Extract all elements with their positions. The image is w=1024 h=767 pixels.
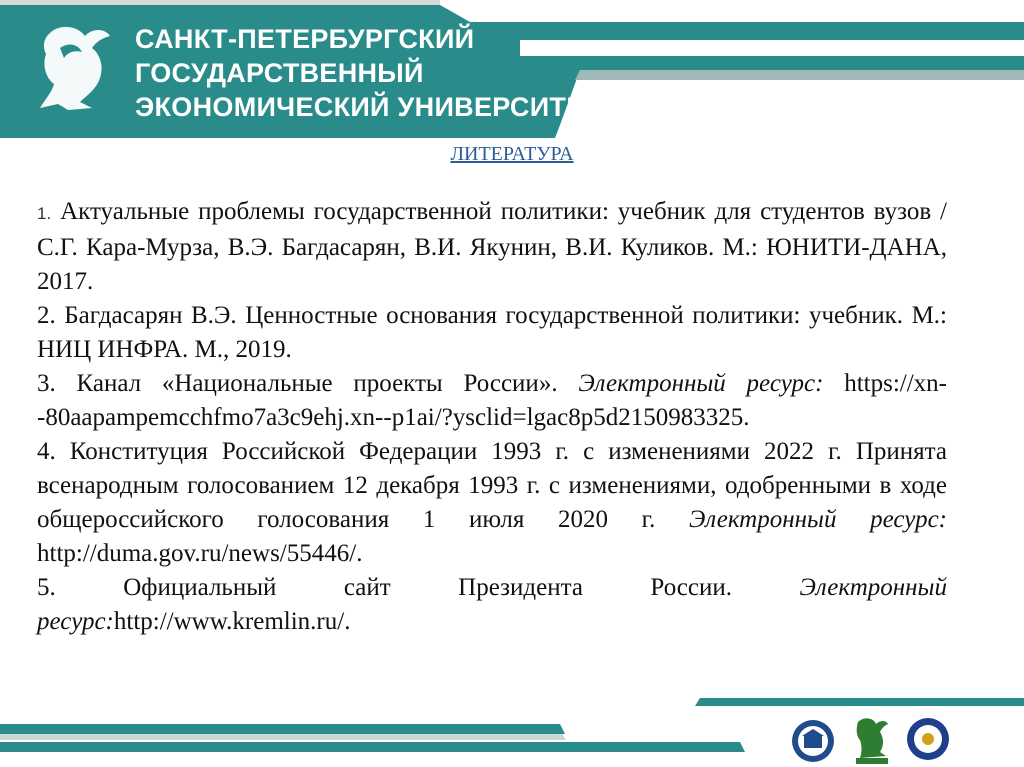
reference-number: 5. <box>37 574 56 601</box>
university-name-line3: ЭКОНОМИЧЕСКИЙ УНИВЕРСИТЕТ <box>135 92 602 122</box>
reference-url[interactable]: http://duma.gov.ru/news/55446/. <box>37 540 363 567</box>
reference-item-5 <box>37 571 947 639</box>
reference-number: 1. <box>37 204 52 223</box>
reference-text: Конституция Российской Федерации 1993 г. с изменениями 2022 г. Принята всенародным голосованием 12 декабря 1993 г. с изменениями, одобренными в ходе общероссийского голосования 1 июля 2020 г. <box>37 438 947 533</box>
reference-text: Официальный сайт Президента России. <box>55 574 800 601</box>
reference-item-1 <box>37 195 947 299</box>
reference-list <box>37 195 947 639</box>
reference-number: 2. <box>37 302 56 329</box>
section-title[interactable]: ЛИТЕРАТУРА <box>450 143 574 165</box>
reference-number: 4. <box>37 438 56 465</box>
reference-text: Канал «Национальные проекты России». <box>55 370 579 397</box>
reference-item-2 <box>37 299 947 367</box>
reference-url[interactable]: http://www.kremlin.ru/. <box>113 608 351 635</box>
electronic-resource-label: Электронный ресурс: <box>689 506 947 533</box>
electronic-resource-label: Электронный ресурс: <box>37 574 947 635</box>
slide-header <box>0 0 1024 140</box>
reference-item-3 <box>37 367 947 435</box>
reference-number: 3. <box>37 370 56 397</box>
electronic-resource-label: Электронный ресурс: <box>578 370 824 397</box>
reference-text: Актуальные проблемы государственной политики: учебник для студентов вузов / С.Г. Кара-Мурза, В.Э. Багдасарян, В.И. Якунин, В.И. Куликов. М.: ЮНИТИ-ДАНА, 2017. <box>37 198 947 295</box>
university-name <box>135 22 601 124</box>
reference-text: Багдасарян В.Э. Ценностные основания государственной политики: учебник. М.: НИЦ ИНФРА. М., 2019. <box>37 302 947 363</box>
university-name-line2: ГОСУДАРСТВЕННЫЙ <box>135 58 424 88</box>
slide-footer <box>0 690 1024 767</box>
university-name-line1: САНКТ-ПЕТЕРБУРГСКИЙ <box>135 24 475 54</box>
reference-url[interactable]: https://xn--80aapampemcchfmo7a3c9ehj.xn--p1ai/?ysclid=lgac8p5d2150983325. <box>37 370 947 431</box>
reference-item-4 <box>37 435 947 571</box>
